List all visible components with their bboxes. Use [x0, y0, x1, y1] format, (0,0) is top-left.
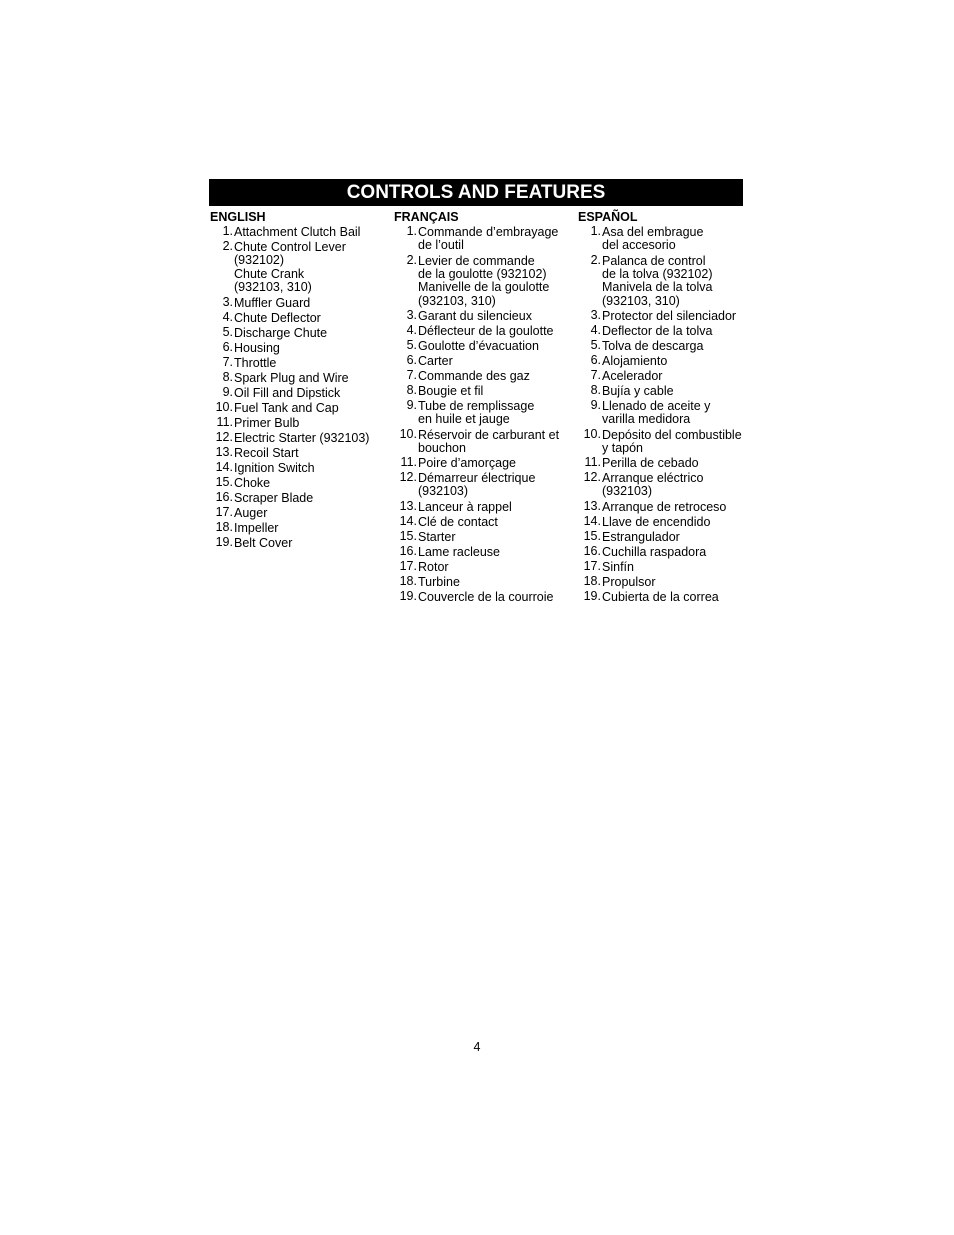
- list-item: [210, 445, 390, 460]
- list-item: [578, 514, 758, 529]
- list-item: [578, 529, 758, 544]
- item-number: 1.: [406, 224, 417, 238]
- list-item: [578, 308, 758, 323]
- item-number: 3.: [406, 308, 417, 322]
- feature-list: [394, 224, 574, 604]
- list-item: [578, 470, 758, 499]
- item-label-line: Garant du silencieux: [418, 309, 532, 323]
- item-number: 13.: [399, 498, 417, 513]
- item-number: 16.: [399, 543, 417, 558]
- list-item: [210, 370, 390, 385]
- item-label-line: Protector del silenciador: [602, 309, 737, 323]
- list-item: [578, 338, 758, 353]
- item-number: 13.: [215, 444, 233, 459]
- item-label: [417, 427, 559, 456]
- list-item: [394, 427, 574, 456]
- item-label-line: Deflector de la tolva: [602, 324, 713, 338]
- item-label: [601, 455, 699, 470]
- item-label-line: Bujía y cable: [602, 384, 674, 398]
- item-label-line: Arranque de retroceso: [602, 499, 727, 514]
- list-item: [394, 398, 574, 427]
- list-item: [578, 544, 758, 559]
- item-number: 16.: [215, 489, 233, 504]
- list-item: [394, 323, 574, 338]
- item-number: 6.: [590, 353, 601, 367]
- item-label: [233, 385, 340, 400]
- list-item: [210, 239, 390, 295]
- item-label: [417, 559, 449, 574]
- item-label-line: Acelerador: [602, 369, 663, 383]
- item-label: [601, 499, 726, 514]
- item-number: 3.: [590, 308, 601, 322]
- item-number: 9.: [222, 384, 233, 399]
- item-number: 6.: [222, 339, 233, 354]
- item-label-line: Attachment Clutch Bail: [234, 225, 361, 239]
- item-number: 16.: [583, 543, 601, 558]
- item-label-line: Chute Crank: [234, 266, 305, 281]
- item-label-line: (932103, 310): [234, 280, 312, 294]
- list-item: [394, 574, 574, 589]
- item-number: 14.: [583, 513, 601, 528]
- list-item: [394, 383, 574, 398]
- item-label: [417, 368, 530, 383]
- list-item: [210, 430, 390, 445]
- item-label-line: Impeller: [234, 520, 279, 535]
- item-label: [601, 338, 703, 353]
- item-number: 6.: [406, 353, 417, 367]
- item-label: [233, 355, 276, 370]
- item-number: 4.: [222, 309, 233, 324]
- item-label-line: Bougie et fil: [418, 384, 484, 398]
- list-item: [210, 385, 390, 400]
- item-label-line: Clé de contact: [418, 514, 498, 529]
- item-label-line: Discharge Chute: [234, 325, 328, 340]
- list-item: [210, 340, 390, 355]
- item-number: 4.: [590, 323, 601, 337]
- item-number: 18.: [215, 519, 233, 534]
- item-label: [417, 589, 554, 604]
- item-number: 9.: [406, 398, 417, 412]
- item-number: 5.: [590, 338, 601, 352]
- item-label: [233, 445, 299, 460]
- item-label: [601, 353, 667, 368]
- item-label-line: de l’outil: [418, 238, 464, 252]
- item-number: 18.: [399, 573, 417, 588]
- item-label: [417, 574, 460, 589]
- item-number: 12.: [215, 429, 233, 444]
- page-title: CONTROLS AND FEATURES: [346, 182, 606, 203]
- list-item: [578, 398, 758, 427]
- item-number: 14.: [215, 459, 233, 474]
- item-label-line: Depósito del combustible: [602, 427, 742, 442]
- item-label-line: Spark Plug and Wire: [234, 370, 349, 385]
- item-label-line: Arranque eléctrico: [602, 471, 704, 485]
- item-number: 8.: [590, 383, 601, 397]
- item-label: [601, 574, 656, 589]
- item-number: 11.: [216, 414, 233, 429]
- item-label: [417, 323, 554, 338]
- item-label: [601, 529, 680, 544]
- item-number: 11.: [584, 455, 601, 469]
- list-item: [394, 529, 574, 544]
- item-number: 10.: [215, 399, 233, 414]
- item-label-line: Belt Cover: [234, 535, 293, 550]
- item-label-line: (932102): [234, 253, 285, 267]
- item-label: [233, 430, 369, 445]
- item-label: [233, 535, 292, 550]
- item-number: 1.: [590, 224, 601, 238]
- item-number: 14.: [399, 513, 417, 528]
- item-label-line: Propulsor: [602, 574, 656, 589]
- item-label-line: Manivela de la tolva: [602, 280, 713, 294]
- feature-list: [210, 224, 390, 550]
- column-spanish: [578, 210, 758, 604]
- item-label-line: Manivelle de la goulotte: [418, 280, 550, 294]
- item-label-line: Recoil Start: [234, 445, 299, 460]
- feature-list: [578, 224, 758, 604]
- list-item: [578, 499, 758, 514]
- item-number: 10.: [399, 426, 417, 441]
- item-label-line: del accesorio: [602, 238, 676, 252]
- item-label: [233, 295, 310, 310]
- item-label-line: y tapón: [602, 440, 644, 455]
- list-item: [578, 383, 758, 398]
- item-label: [601, 253, 713, 309]
- list-item: [394, 338, 574, 353]
- item-label-line: Déflecteur de la goulotte: [418, 324, 554, 338]
- item-number: 17.: [583, 558, 601, 573]
- item-number: 8.: [406, 383, 417, 397]
- item-label: [601, 224, 703, 253]
- item-label-line: Chute Control Lever: [234, 240, 346, 254]
- list-item: [578, 323, 758, 338]
- item-label-line: Fuel Tank and Cap: [234, 400, 339, 415]
- item-label-line: varilla medidora: [602, 412, 691, 426]
- item-number: 2.: [590, 252, 601, 267]
- item-label: [601, 398, 710, 427]
- item-label: [601, 368, 662, 383]
- list-item: [394, 224, 574, 253]
- item-label-line: Goulotte d’évacuation: [418, 339, 539, 353]
- item-label-line: de la tolva (932102): [602, 266, 713, 281]
- item-label: [417, 308, 532, 323]
- item-label-line: Primer Bulb: [234, 415, 300, 430]
- item-label-line: Perilla de cebado: [602, 456, 699, 470]
- item-label: [417, 353, 453, 368]
- item-label-line: (932103): [602, 484, 653, 498]
- list-item: [210, 310, 390, 325]
- list-item: [578, 574, 758, 589]
- item-number: 9.: [590, 398, 601, 412]
- item-label: [417, 455, 516, 470]
- item-label: [417, 398, 534, 427]
- item-label-line: Asa del embrague: [602, 225, 704, 239]
- item-number: 5.: [222, 324, 233, 339]
- list-item: [578, 559, 758, 574]
- item-number: 19.: [583, 588, 601, 603]
- item-label: [601, 589, 719, 604]
- item-label: [233, 325, 327, 340]
- item-number: 8.: [222, 369, 233, 384]
- item-label: [417, 544, 500, 559]
- item-number: 4.: [406, 323, 417, 337]
- list-item: [394, 308, 574, 323]
- item-label: [233, 460, 315, 475]
- item-label-line: Alojamiento: [602, 354, 668, 368]
- list-item: [578, 427, 758, 456]
- item-label-line: Couvercle de la courroie: [418, 589, 554, 604]
- list-item: [394, 559, 574, 574]
- item-label: [417, 253, 549, 309]
- column-english: [210, 210, 390, 550]
- item-label: [601, 323, 712, 338]
- item-label: [601, 559, 634, 574]
- item-label-line: Commande d’embrayage: [418, 225, 559, 239]
- item-label-line: Throttle: [234, 355, 277, 370]
- item-number: 1.: [222, 224, 233, 238]
- list-item: [210, 505, 390, 520]
- list-item: [578, 224, 758, 253]
- item-label-line: Turbine: [418, 574, 460, 589]
- column-heading: ENGLISH: [210, 210, 266, 224]
- list-item: [210, 475, 390, 490]
- item-label-line: Llave de encendido: [602, 514, 711, 529]
- list-item: [394, 470, 574, 499]
- item-number: 18.: [583, 573, 601, 588]
- list-item: [578, 589, 758, 604]
- item-number: 17.: [399, 558, 417, 573]
- item-number: 15.: [215, 474, 233, 489]
- item-label: [417, 383, 483, 398]
- list-item: [394, 455, 574, 470]
- item-label-line: Scraper Blade: [234, 490, 314, 505]
- item-label-line: (932103): [418, 484, 469, 498]
- section-title-banner: [209, 179, 743, 206]
- item-label: [233, 310, 321, 325]
- column-heading: FRANÇAIS: [394, 210, 459, 224]
- item-label: [233, 415, 299, 430]
- list-item: [210, 325, 390, 340]
- item-label-line: Lame racleuse: [418, 544, 500, 559]
- list-item: [394, 544, 574, 559]
- item-label-line: Oil Fill and Dipstick: [234, 385, 341, 400]
- item-label: [417, 224, 558, 253]
- column-heading: ESPAÑOL: [578, 210, 638, 224]
- item-label: [601, 383, 674, 398]
- item-label-line: de la goulotte (932102): [418, 266, 547, 281]
- item-number: 3.: [222, 294, 233, 309]
- item-number: 7.: [222, 354, 233, 369]
- item-label: [417, 470, 535, 499]
- list-item: [394, 353, 574, 368]
- item-label-line: Housing: [234, 340, 280, 355]
- item-label-line: Cubierta de la correa: [602, 589, 719, 604]
- item-number: 2.: [406, 252, 417, 267]
- item-number: 17.: [215, 504, 233, 519]
- item-label-line: Tube de remplissage: [418, 399, 535, 413]
- item-label: [233, 224, 360, 239]
- list-item: [210, 295, 390, 310]
- item-label-line: Estrangulador: [602, 529, 680, 544]
- item-label-line: Réservoir de carburant et: [418, 427, 560, 442]
- list-item: [394, 514, 574, 529]
- list-item: [210, 355, 390, 370]
- item-number: 11.: [400, 455, 417, 469]
- item-label-line: (932103, 310): [418, 293, 496, 308]
- item-label: [233, 520, 278, 535]
- item-label-line: Tolva de descarga: [602, 339, 704, 353]
- item-label-line: Levier de commande: [418, 253, 535, 268]
- list-item: [210, 224, 390, 239]
- item-label-line: Démarreur électrique: [418, 471, 536, 485]
- item-label-line: Sinfín: [602, 559, 634, 574]
- item-label-line: Poire d’amorçage: [418, 456, 516, 470]
- item-label: [601, 470, 703, 499]
- item-number: 15.: [399, 528, 417, 543]
- list-item: [394, 589, 574, 604]
- list-item: [210, 460, 390, 475]
- item-label-line: Llenado de aceite y: [602, 399, 711, 413]
- item-label-line: bouchon: [418, 440, 466, 455]
- item-label: [417, 338, 539, 353]
- item-label: [233, 490, 313, 505]
- item-label: [417, 529, 456, 544]
- item-label: [233, 505, 267, 520]
- list-item: [394, 368, 574, 383]
- item-label: [601, 544, 706, 559]
- list-item: [210, 535, 390, 550]
- item-number: 12.: [399, 470, 417, 484]
- page-number: 4: [473, 1040, 481, 1054]
- item-label: [233, 239, 346, 295]
- item-number: 2.: [222, 239, 233, 253]
- item-number: 13.: [583, 498, 601, 513]
- item-label-line: en huile et jauge: [418, 412, 510, 426]
- list-item: [210, 520, 390, 535]
- item-label: [417, 499, 512, 514]
- column-french: [394, 210, 574, 604]
- item-label: [601, 308, 736, 323]
- list-item: [394, 499, 574, 514]
- list-item: [578, 455, 758, 470]
- item-label-line: Ignition Switch: [234, 460, 315, 475]
- item-label-line: Lanceur à rappel: [418, 499, 512, 514]
- item-label-line: Cuchilla raspadora: [602, 544, 707, 559]
- item-label: [233, 475, 270, 490]
- item-number: 19.: [215, 534, 233, 549]
- item-label-line: Muffler Guard: [234, 295, 311, 310]
- list-item: [578, 353, 758, 368]
- item-number: 15.: [583, 528, 601, 543]
- item-label: [233, 400, 339, 415]
- item-label: [601, 514, 710, 529]
- list-item: [394, 253, 574, 309]
- item-number: 5.: [406, 338, 417, 352]
- item-number: 12.: [583, 470, 601, 484]
- item-label: [233, 370, 349, 385]
- item-label-line: Commande des gaz: [418, 369, 530, 383]
- item-number: 7.: [590, 368, 601, 382]
- item-label-line: Starter: [418, 529, 456, 544]
- item-label-line: Auger: [234, 505, 268, 520]
- item-label-line: Chute Deflector: [234, 310, 321, 325]
- list-item: [578, 253, 758, 309]
- item-number: 7.: [406, 368, 417, 382]
- item-number: 10.: [583, 426, 601, 441]
- list-item: [578, 368, 758, 383]
- item-number: 19.: [399, 588, 417, 603]
- item-label-line: (932103, 310): [602, 293, 680, 308]
- item-label: [417, 514, 498, 529]
- item-label-line: Carter: [418, 354, 453, 368]
- item-label: [601, 427, 742, 456]
- item-label-line: Choke: [234, 475, 271, 490]
- item-label-line: Rotor: [418, 559, 449, 574]
- list-item: [210, 490, 390, 505]
- list-item: [210, 400, 390, 415]
- item-label-line: Electric Starter (932103): [234, 430, 370, 445]
- list-item: [210, 415, 390, 430]
- item-label-line: Palanca de control: [602, 253, 706, 268]
- item-label: [233, 340, 280, 355]
